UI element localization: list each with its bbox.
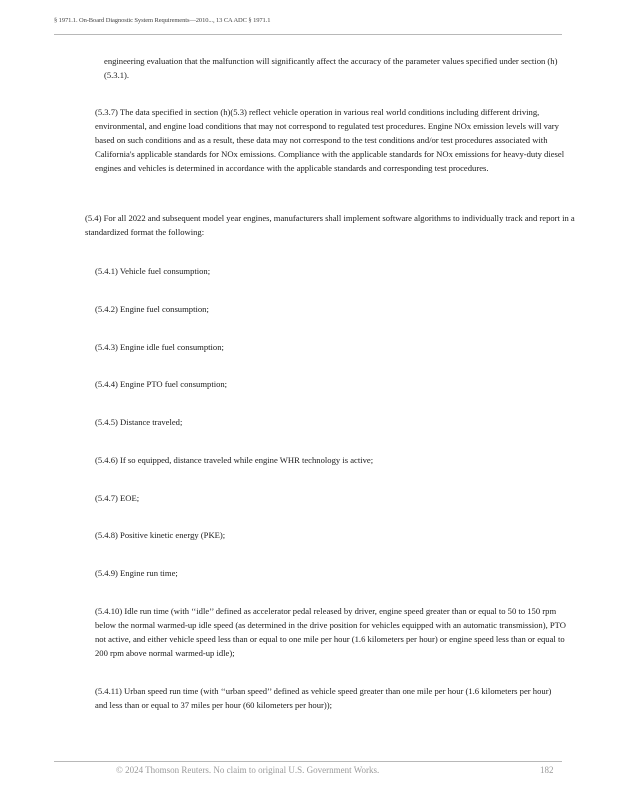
- list-item-5-4-7: (5.4.7) EOE;: [95, 493, 140, 503]
- paragraph-5-4: (5.4) For all 2022 and subsequent model year engines, manufacturers shall implement software algorithms to individually track and report in a standardized format the following:: [85, 213, 575, 237]
- list-item-5-4-8: (5.4.8) Positive kinetic energy (PKE);: [95, 530, 226, 540]
- footer-divider: [54, 761, 562, 762]
- footer-copyright: © 2024 Thomson Reuters. No claim to original U.S. Government Works.: [116, 765, 380, 775]
- list-item-5-4-2: (5.4.2) Engine fuel consumption;: [95, 304, 209, 314]
- paragraph-5-3-7: (5.3.7) The data specified in section (h)(5.3) reflect vehicle operation in various real world conditions including different driving, environmental, and engine load conditions that may not correspond to regulated test procedures. Engine NOx emission levels will vary based on such conditions and as a result, these data may not correspond to the test conditions and/or test procedures associated with California's applicable standards for NOx emissions. Compliance with the applicable standards for NOx emissions for heavy-duty diesel engines and vehicles is determined in accordance with the applicable standards and corresponding test procedures.: [95, 107, 565, 173]
- list-item-5-4-3: (5.4.3) Engine idle fuel consumption;: [95, 342, 224, 352]
- paragraph-continuation: engineering evaluation that the malfunction will significantly affect the accuracy of the parameter values specified under section (h)(5.3.1).: [104, 56, 558, 80]
- list-item-5-4-4: (5.4.4) Engine PTO fuel consumption;: [95, 379, 228, 389]
- page-number: 182: [540, 765, 554, 775]
- header-divider: [54, 34, 562, 35]
- running-header: § 1971.1. On-Board Diagnostic System Requirements—2010..., 13 CA ADC § 1971.1: [54, 17, 271, 24]
- list-item-5-4-9: (5.4.9) Engine run time;: [95, 568, 178, 578]
- list-item-5-4-6: (5.4.6) If so equipped, distance traveled while engine WHR technology is active;: [95, 455, 374, 465]
- list-item-5-4-1: (5.4.1) Vehicle fuel consumption;: [95, 266, 211, 276]
- list-item-5-4-10: (5.4.10) Idle run time (with ‘‘idle’’ defined as accelerator pedal released by driver, engine speed greater than or equal to 50 to 150 rpm below the normal warmed-up idle speed (as determined in the drive position for vehicles equipped with an automatic transmission), PTO not active, and either vehicle speed less than or equal to one mile per hour (1.6 kilometers per hour) or engine speed less than or equal to 200 rpm above normal warmed-up idle);: [95, 606, 566, 658]
- list-item-5-4-11: (5.4.11) Urban speed run time (with ‘‘urban speed’’ defined as vehicle speed greater than one mile per hour (1.6 kilometers per hour) and less than or equal to 37 miles per hour (60 kilometers per hour));: [95, 686, 552, 710]
- list-item-5-4-5: (5.4.5) Distance traveled;: [95, 417, 183, 427]
